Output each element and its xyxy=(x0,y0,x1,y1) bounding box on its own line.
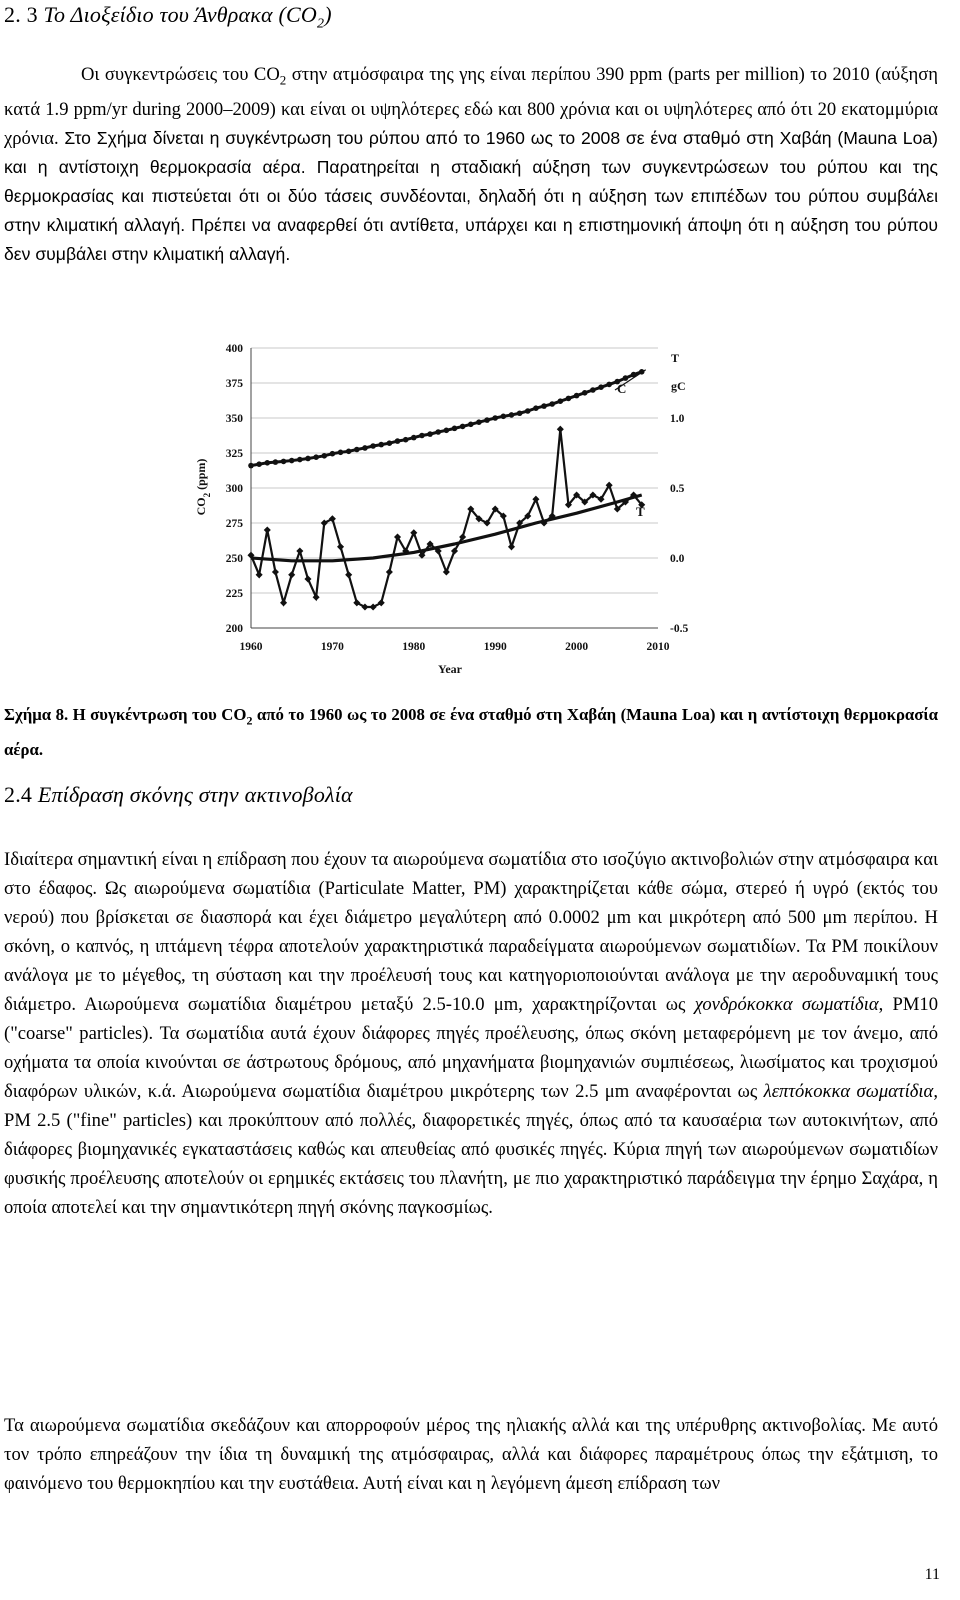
co2-point xyxy=(541,403,547,409)
co2-point xyxy=(574,393,580,399)
co2-point xyxy=(378,442,384,448)
subsection-heading xyxy=(4,782,353,808)
co2-point xyxy=(281,459,287,465)
temperature-point xyxy=(280,599,287,606)
intro-paragraph xyxy=(4,60,938,269)
y-tick-right-label: 1.0 xyxy=(670,413,685,425)
co2-point xyxy=(273,459,279,465)
temperature-point xyxy=(337,543,344,550)
temperature-point xyxy=(557,426,564,433)
x-tick-label: 2010 xyxy=(646,641,670,653)
co2-point xyxy=(558,398,564,404)
y-tick-left-label: 275 xyxy=(225,518,243,530)
y-tick-left-label: 375 xyxy=(225,378,243,390)
intro-text-2: στην ατμόσφαιρα της γης είναι περίπου 390 ppm (parts per million) το 2010 (αύξηση κατά 1.9 ppm/yr during 2000–2009) και είναι οι υψηλότερες εδώ και 800 χρόνια και οι υψηλότερες από ότι 20 εκατομμύρια χρόνια. xyxy=(4,64,938,149)
intro-text-1: Οι συγκεντρώσεις του CO xyxy=(81,64,280,85)
co2-point xyxy=(460,424,466,430)
co2-point xyxy=(509,412,515,418)
y-tick-right-label: 0.0 xyxy=(670,553,685,565)
co2-point xyxy=(297,457,303,463)
intro-subscript: 2 xyxy=(279,72,287,88)
co2-point xyxy=(354,447,360,453)
x-tick-label: 1970 xyxy=(320,641,344,653)
co2-point xyxy=(598,384,604,390)
co2-point xyxy=(533,405,539,411)
co2-point xyxy=(452,426,458,432)
section-title-subscript: 2 xyxy=(317,16,325,32)
chart-axis-titles xyxy=(194,351,689,676)
temperature-point xyxy=(410,529,417,536)
scatter-paragraph: Τα αιωρούμενα σωματίδια σκεδάζουν και απορροφούν μέρος της ηλιακής αλλά και της υπέρυθρης ακτινοβολίας. Με αυτό τον τρόπο επηρεάζουν την ίδια τη δυναμική της ατμόσφαιρας, αλλά και διάφορες παραμέτρους όπως την εξάτμιση, το φαινόμενο του θερμοκηπίου και την ευστάθεια. Αυτή είναι και η λεγόμενη άμεση επίδραση των xyxy=(4,1415,938,1494)
co2-point xyxy=(395,438,401,444)
co2-point xyxy=(476,419,482,425)
subsection-title: Επίδραση σκόνης στην ακτινοβολία xyxy=(37,782,353,807)
subsection-number: 2.4 xyxy=(4,782,33,807)
caption-text-1: Σχήμα 8. Η συγκέντρωση του CO xyxy=(4,705,247,724)
y-tick-left-label: 225 xyxy=(225,588,243,600)
chart-svg xyxy=(185,332,705,692)
temperature-point xyxy=(532,496,539,503)
co2-point xyxy=(264,460,270,466)
section-number: 2. 3 xyxy=(4,2,38,27)
co2-point xyxy=(501,414,507,420)
co2-point xyxy=(256,461,262,467)
series-label-t: T xyxy=(636,504,645,519)
co2-point xyxy=(427,431,433,437)
page-number: 11 xyxy=(924,1566,940,1583)
co2-point xyxy=(403,437,409,443)
intro-text-3: Στο Σχήμα δίνεται η συγκέντρωση του ρύπου από το 1960 ως το 2008 σε ένα σταθμό στη Χαβάη (Mauna Loa) και η αντίστοιχη θερμοκρασία αέρα. Παρατηρείται η σταδιακή αύξηση των συγκεντρώσεων του ρύπου και της θερμοκρασίας και πιστεύεται ότι οι δύο τάσεις συνδέονται, δηλαδή ότι η αύξηση των επιπέδων του ρύπου συμβάλει στην κλιματική αλλαγή. Πρέπει να αναφερθεί ότι αντίθετα, υπάρχει και η επιστημονική άποψη ότι η αύξηση του ρύπου δεν συμβάλει στην κλιματική αλλαγή. xyxy=(4,127,938,264)
dust-paragraph xyxy=(4,845,938,1222)
caption-subscript: 2 xyxy=(246,713,253,728)
temperature-point xyxy=(264,526,271,533)
co2-point xyxy=(492,415,498,421)
temperature-point xyxy=(304,575,311,582)
y-axis-title-right-2: gC xyxy=(671,379,686,393)
co2-point xyxy=(411,435,417,441)
section-heading xyxy=(4,2,332,32)
co2-point xyxy=(525,408,531,414)
section-title xyxy=(43,2,332,32)
y-tick-left-label: 325 xyxy=(225,448,243,460)
co2-point xyxy=(305,456,311,462)
y-tick-left-label: 200 xyxy=(225,623,243,635)
y-axis-title-unit: (ppm) xyxy=(194,458,208,493)
y-axis-title-left xyxy=(194,459,212,516)
co2-point xyxy=(590,387,596,393)
temperature-point xyxy=(345,571,352,578)
series-line-co2 xyxy=(251,372,642,466)
series-label-c: C xyxy=(617,381,627,396)
x-tick-label: 1980 xyxy=(402,641,426,653)
temperature-point xyxy=(508,543,515,550)
co2-point xyxy=(468,422,474,428)
temperature-point xyxy=(256,571,263,578)
co2-point xyxy=(549,401,555,407)
x-tick-label: 2000 xyxy=(565,641,589,653)
co2-point xyxy=(313,454,319,460)
x-tick-label: 1990 xyxy=(483,641,507,653)
caption-text-2: από το 1960 ως το 2008 σε ένα σταθμό στη Χαβάη (Mauna Loa) και η αντίστοιχη θερμοκρασία αέρα. xyxy=(4,705,938,760)
co2-point xyxy=(566,396,572,402)
co2-temperature-chart xyxy=(185,332,705,692)
temperature-point xyxy=(296,547,303,554)
y-tick-left-label: 400 xyxy=(225,343,243,355)
y-axis-title-sub: 2 xyxy=(202,492,212,498)
co2-point xyxy=(338,450,344,456)
co2-point xyxy=(606,382,612,388)
co2-point xyxy=(370,443,376,449)
dust-emphasis-coarse: χονδρόκοκκα σωματίδια xyxy=(694,994,879,1015)
co2-point xyxy=(330,451,336,457)
y-axis-title-co: CO xyxy=(194,497,208,516)
co2-point xyxy=(321,453,327,459)
dust-text-2: , PM10 ("coarse" particles). Τα σωματίδια αυτά έχουν διάφορες πηγές προέλευσης, όπως σκόνη μεταφερόμενη με τον άνεμο, από οχήματα τα οποία κινούνται σε άστρωτους δρόμους, από μηχανήματα βιομηχανιών συμπιέσεως, λιωσίματος και τροχισμού διαφόρων υλικών, κ.ά. Αιωρούμενα σωματίδια διαμέτρου μικρότερης των 2.5 μm αναφέρονται ως xyxy=(4,994,938,1102)
section-title-close: ) xyxy=(324,2,332,27)
figure-caption xyxy=(4,700,938,764)
y-tick-right-label: 0.5 xyxy=(670,483,685,495)
series-line-trend xyxy=(251,495,642,561)
temperature-point xyxy=(313,594,320,601)
co2-point xyxy=(346,449,352,455)
co2-point xyxy=(444,428,450,434)
y-tick-left-label: 250 xyxy=(225,553,243,565)
temperature-point xyxy=(272,568,279,575)
co2-point xyxy=(517,410,523,416)
co2-point xyxy=(248,463,254,469)
temperature-point xyxy=(386,568,393,575)
y-tick-left-label: 300 xyxy=(225,483,243,495)
co2-point xyxy=(289,458,295,464)
temperature-point xyxy=(288,571,295,578)
co2-point xyxy=(362,445,368,451)
co2-point xyxy=(435,429,441,435)
co2-point xyxy=(387,440,393,446)
y-axis-title-right-1: T xyxy=(671,351,680,365)
x-axis-title: Year xyxy=(438,662,462,676)
co2-point xyxy=(419,433,425,439)
co2-point xyxy=(484,417,490,423)
chart-series xyxy=(247,369,645,611)
co2-point xyxy=(582,390,588,396)
section-title-text: Το Διοξείδιο του Άνθρακα (CO xyxy=(43,2,317,27)
dust-emphasis-fine: λεπτόκοκκα σωματίδια xyxy=(763,1081,934,1102)
x-tick-label: 1960 xyxy=(239,641,263,653)
dust-text-3: , PM 2.5 ("fine" particles) και προκύπτουν από πολλές, διαφορετικές πηγές, όπως από τα καυσαέρια των αυτοκινήτων, από διάφορες βιομηχανικές εγκαταστάσεις καθώς και απευθείας από φυσικές πηγές. Κύρια πηγή των αιωρούμενων σωματιδίων φυσικής προέλευσης αποτελούν οι ερημικές εκτάσεις του πλανήτη, με πιο χαρακτηριστικό παράδειγμα την έρημο Σαχάρα, η οποία αποτελεί και την σημαντικότερη πηγή σκόνης παγκοσμίως. xyxy=(4,1081,938,1218)
dust-text-1: Ιδιαίτερα σημαντική είναι η επίδραση που έχουν τα αιωρούμενα σωματίδια στο ισοζύγιο ακτινοβολιών στην ατμόσφαιρα και στο έδαφος. Ως αιωρούμενα σωματίδια (Particulate Matter, PM) χαρακτηρίζεται κάθε σώμα, στερεό ή υγρό (εκτός του νερού) που βρίσκεται σε διασπορά και έχει διάμετρο μεγαλύτερη από 0.0002 μm και μικρότερη από 500 μm περίπου. Η σκόνη, ο καπνός, η ιπτάμενη τέφρα αποτελούν χαρακτηριστικά παραδείγματα αιωρούμενων σωματιδίων. Τα PM ποικίλουν ανάλογα με το μέγεθος, τη σύσταση και την προέλευσή τους και κατηγοριοποιούνται ανάλογα με την αεροδυναμική τους διάμετρο. Αιωρούμενα σωματίδια διαμέτρου μεταξύ 2.5-10.0 μm, χαρακτηρίζονται ως xyxy=(4,849,938,1015)
y-tick-left-label: 350 xyxy=(225,413,243,425)
y-tick-right-label: -0.5 xyxy=(670,623,689,635)
temperature-point xyxy=(443,568,450,575)
